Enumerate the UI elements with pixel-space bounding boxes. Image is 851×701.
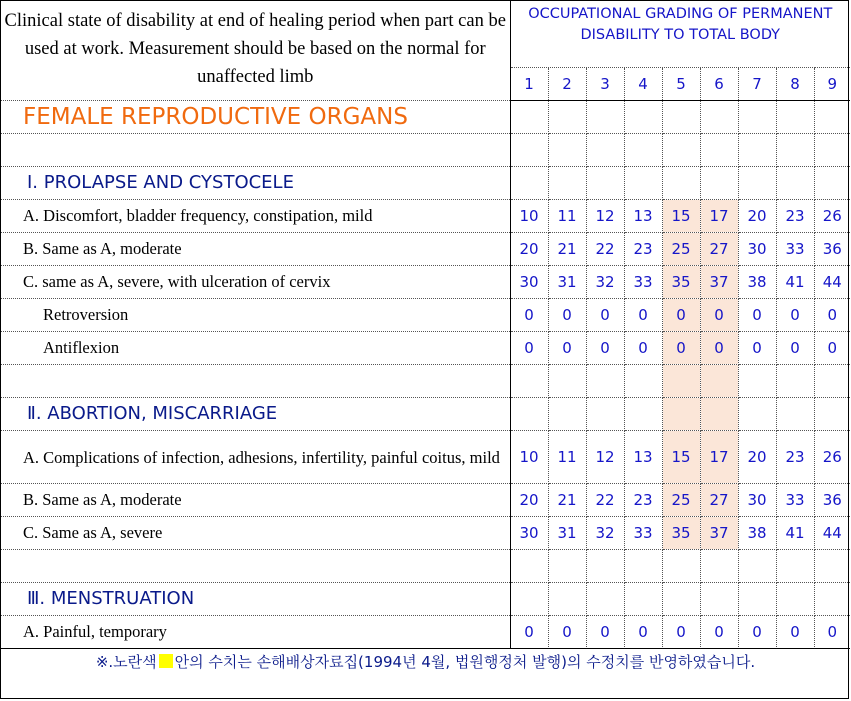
column-header: 7 (738, 67, 776, 100)
grade-value: 0 (586, 615, 624, 648)
grade-value: 27 (700, 483, 738, 516)
grade-value: 0 (548, 331, 586, 364)
grade-value: 0 (510, 331, 548, 364)
grade-value: 44 (814, 516, 850, 549)
table-row (1, 298, 850, 331)
grade-value: 23 (624, 232, 662, 265)
grade-value: 12 (586, 199, 624, 232)
grade-value: 41 (776, 265, 814, 298)
footnote-text: 안의 수치는 손해배상자료집(1994년 4월, 법원행정처 발행)의 수정치를 반영하였습니다. (174, 653, 756, 671)
column-header: 3 (586, 67, 624, 100)
section-heading: Ⅲ. MENSTRUATION (1, 582, 510, 615)
grade-value: 30 (738, 232, 776, 265)
grade-value: 30 (510, 265, 548, 298)
yellow-highlight-swatch (159, 654, 173, 668)
grade-value: 20 (510, 483, 548, 516)
grade-value: 0 (814, 615, 850, 648)
grade-value: 20 (510, 232, 548, 265)
grade-value: 10 (510, 430, 548, 483)
grade-value: 30 (510, 516, 548, 549)
grade-value: 0 (662, 298, 700, 331)
grade-value: 0 (700, 331, 738, 364)
grade-value: 23 (776, 199, 814, 232)
grade-value: 31 (548, 516, 586, 549)
grade-value: 21 (548, 232, 586, 265)
grade-value: 0 (738, 331, 776, 364)
grade-value: 35 (662, 516, 700, 549)
grade-value: 0 (624, 298, 662, 331)
grade-value: 11 (548, 199, 586, 232)
table-row (1, 430, 850, 483)
grade-value: 36 (814, 232, 850, 265)
grade-value: 0 (776, 298, 814, 331)
grade-value: 26 (814, 430, 850, 483)
row-label: Retroversion (1, 298, 510, 331)
row-label: C. same as A, severe, with ulceration of cervix (1, 265, 510, 298)
footnote-prefix: ※.노란색 (95, 653, 157, 671)
grade-value: 38 (738, 516, 776, 549)
grade-value: 44 (814, 265, 850, 298)
grade-value: 0 (662, 331, 700, 364)
grade-value: 0 (700, 298, 738, 331)
spacer-row (1, 549, 510, 582)
grade-value: 0 (510, 615, 548, 648)
grade-value: 17 (700, 430, 738, 483)
spacer-row (1, 364, 510, 397)
table-row (1, 615, 850, 648)
grade-value: 22 (586, 232, 624, 265)
column-header: 6 (700, 67, 738, 100)
grade-value: 0 (814, 298, 850, 331)
grade-value: 35 (662, 265, 700, 298)
section-heading: Ⅱ. ABORTION, MISCARRIAGE (1, 397, 510, 430)
grade-value: 30 (738, 483, 776, 516)
grade-value: 23 (776, 430, 814, 483)
column-header: 8 (776, 67, 814, 100)
table-row (1, 516, 850, 549)
grade-value: 37 (700, 516, 738, 549)
grade-value: 13 (624, 430, 662, 483)
grade-value: 0 (738, 298, 776, 331)
grade-value: 15 (662, 199, 700, 232)
grade-value: 0 (510, 298, 548, 331)
column-header: 2 (548, 67, 586, 100)
row-label: A. Discomfort, bladder frequency, constipation, mild (1, 199, 510, 232)
column-header: 9 (814, 67, 850, 100)
grade-value: 0 (814, 331, 850, 364)
grade-value: 0 (548, 298, 586, 331)
grade-value: 26 (814, 199, 850, 232)
grade-value: 15 (662, 430, 700, 483)
grade-value: 25 (662, 483, 700, 516)
grade-value: 27 (700, 232, 738, 265)
spacer-row (1, 133, 510, 166)
grade-value: 0 (586, 298, 624, 331)
grade-value: 23 (624, 483, 662, 516)
grade-value: 17 (700, 199, 738, 232)
grade-value: 0 (624, 331, 662, 364)
clinical-state-header: Clinical state of disability at end of healing period when part can be used at work. Measurement should be based on the normal for unaffected limb (1, 1, 510, 100)
table-row (1, 483, 850, 516)
grade-value: 33 (776, 483, 814, 516)
row-label: Antiflexion (1, 331, 510, 364)
grade-value: 20 (738, 430, 776, 483)
grade-value: 0 (776, 331, 814, 364)
occupational-grading-header: OCCUPATIONAL GRADING OF PERMANENT DISABILITY TO TOTAL BODY (510, 1, 850, 67)
grade-value: 0 (776, 615, 814, 648)
row-label: B. Same as A, moderate (1, 483, 510, 516)
grade-value: 20 (738, 199, 776, 232)
table-row (1, 265, 850, 298)
grade-value: 38 (738, 265, 776, 298)
footnote (1, 648, 850, 700)
grade-value: 0 (548, 615, 586, 648)
section-heading: Ⅰ. PROLAPSE AND CYSTOCELE (1, 166, 510, 199)
table-row (1, 232, 850, 265)
column-header: 4 (624, 67, 662, 100)
grade-value: 21 (548, 483, 586, 516)
grade-value: 0 (662, 615, 700, 648)
grade-value: 0 (624, 615, 662, 648)
grade-value: 33 (624, 516, 662, 549)
table-row (1, 331, 850, 364)
row-label: C. Same as A, severe (1, 516, 510, 549)
grade-value: 13 (624, 199, 662, 232)
table-row (1, 199, 850, 232)
grade-value: 31 (548, 265, 586, 298)
grade-value: 41 (776, 516, 814, 549)
grade-value: 32 (586, 516, 624, 549)
column-header: 1 (510, 67, 548, 100)
column-header: 5 (662, 67, 700, 100)
grade-value: 0 (586, 331, 624, 364)
grade-value: 11 (548, 430, 586, 483)
disability-table (1, 1, 850, 649)
grade-value: 22 (586, 483, 624, 516)
row-label: A. Painful, temporary (1, 615, 510, 648)
grade-value: 37 (700, 265, 738, 298)
grade-value: 0 (700, 615, 738, 648)
grade-value: 36 (814, 483, 850, 516)
row-label: A. Complications of infection, adhesions, infertility, painful coitus, mild (1, 430, 510, 483)
table-title: FEMALE REPRODUCTIVE ORGANS (1, 100, 510, 133)
grade-value: 33 (776, 232, 814, 265)
row-label: B. Same as A, moderate (1, 232, 510, 265)
grade-value: 33 (624, 265, 662, 298)
grade-value: 0 (738, 615, 776, 648)
grade-value: 25 (662, 232, 700, 265)
grade-value: 10 (510, 199, 548, 232)
grade-value: 12 (586, 430, 624, 483)
grade-value: 32 (586, 265, 624, 298)
